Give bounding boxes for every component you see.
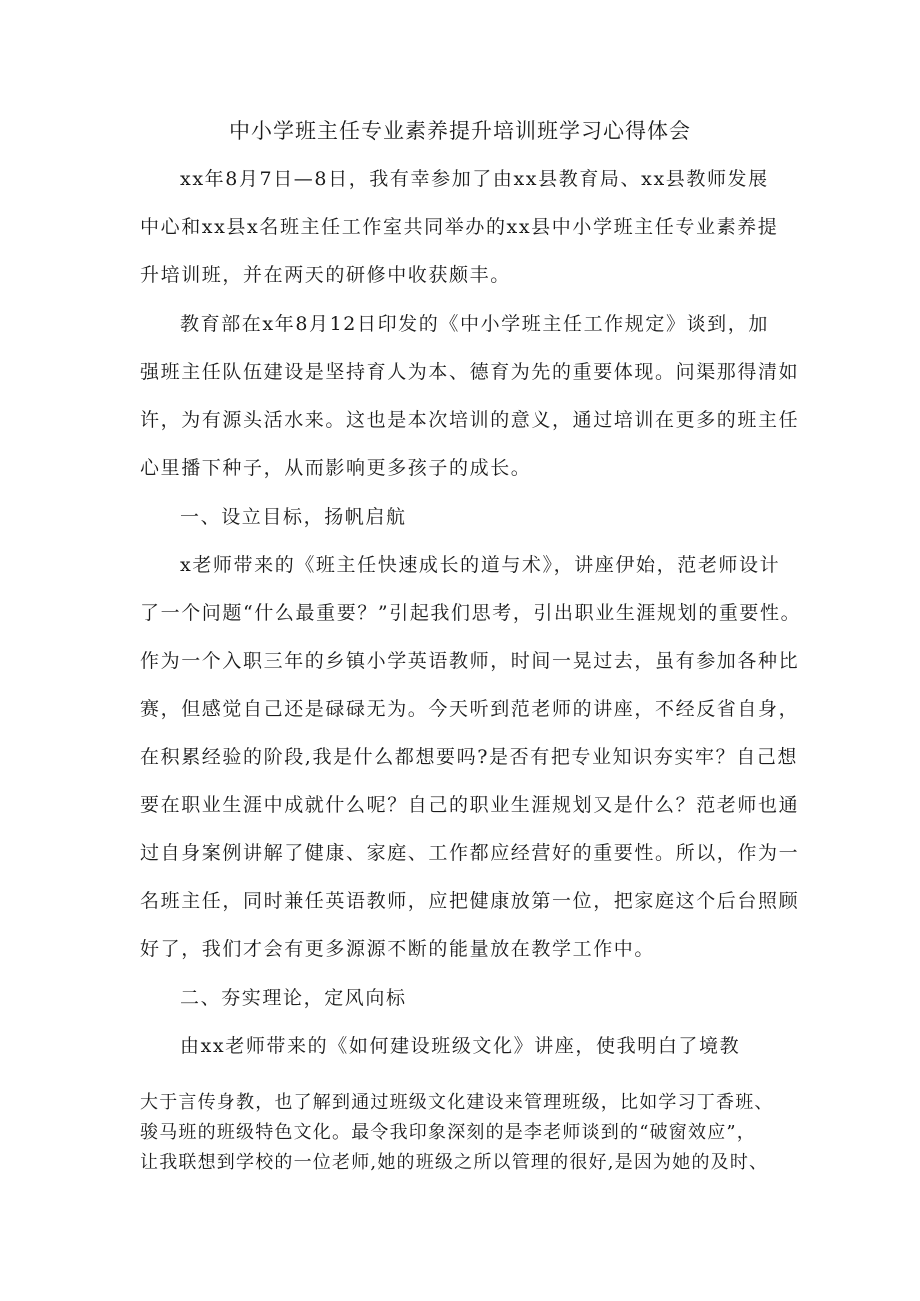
paragraph-3-line-2: 了一个问题“什么最重要？”引起我们思考，引出职业生涯规划的重要性。 — [140, 602, 802, 624]
document-title: 中小学班主任专业素养提升培训班学习心得体会 — [229, 119, 691, 143]
paragraph-5-line-3: 让我联想到学校的一位老师,她的班级之所以管理的很好,是因为她的及时、 — [140, 1152, 769, 1173]
section-heading-2: 二、夯实理论，定风向标 — [180, 987, 407, 1009]
paragraph-3-line-4: 赛，但感觉自己还是碌碌无为。今天听到范老师的讲座，不经反省自身， — [140, 698, 800, 720]
paragraph-2-line-4: 心里播下种子，从而影响更多孩子的成长。 — [140, 457, 532, 479]
paragraph-2-line-2: 强班主任队伍建设是坚持育人为本、德育为先的重要体现。问渠那得清如 — [140, 361, 800, 383]
paragraph-5-line-1: 大于言传身教，也了解到通过班级文化建设来管理班级，比如学习丁香班、 — [140, 1092, 774, 1113]
paragraph-3-line-1: x老师带来的《班主任快速成长的道与术》，讲座伊始，范老师设计 — [180, 554, 781, 576]
paragraph-3-line-5: 在积累经验的阶段,我是什么都想要吗?是否有把专业知识夯实牢？自己想 — [140, 746, 799, 768]
paragraph-4-line-1: 由xx老师带来的《如何建设班级文化》讲座，使我明白了境教 — [180, 1035, 741, 1057]
paragraph-3-line-6: 要在职业生涯中成就什么呢？自己的职业生涯规划又是什么？范老师也通 — [140, 794, 800, 816]
paragraph-3-line-3: 作为一个入职三年的乡镇小学英语教师，时间一晃过去，虽有参加各种比 — [140, 650, 800, 672]
paragraph-3-line-8: 名班主任，同时兼任英语教师，应把健康放第一位，把家庭这个后台照顾 — [140, 890, 800, 912]
paragraph-1-line-1: xx年8月7日—8日，我有幸参加了由xx县教育局、xx县教师发展 — [180, 168, 769, 190]
paragraph-5-line-2: 骏马班的班级特色文化。最令我印象深刻的是李老师谈到的“破窗效应”， — [140, 1122, 757, 1143]
paragraph-3-line-9: 好了，我们才会有更多源源不断的能量放在教学工作中。 — [140, 938, 656, 960]
paragraph-2-line-1: 教育部在x年8月12日印发的《中小学班主任工作规定》谈到，加 — [180, 313, 769, 335]
paragraph-1-line-3: 升培训班，并在两天的研修中收获颇丰。 — [140, 264, 511, 286]
paragraph-3-line-7: 过自身案例讲解了健康、家庭、工作都应经营好的重要性。所以，作为一 — [140, 842, 800, 864]
section-heading-1: 一、设立目标，扬帆启航 — [180, 506, 407, 528]
paragraph-2-line-3: 许，为有源头活水来。这也是本次培训的意义，通过培训在更多的班主任 — [140, 409, 800, 431]
paragraph-1-line-2: 中心和xx县x名班主任工作室共同举办的xx县中小学班主任专业素养提 — [140, 216, 779, 238]
